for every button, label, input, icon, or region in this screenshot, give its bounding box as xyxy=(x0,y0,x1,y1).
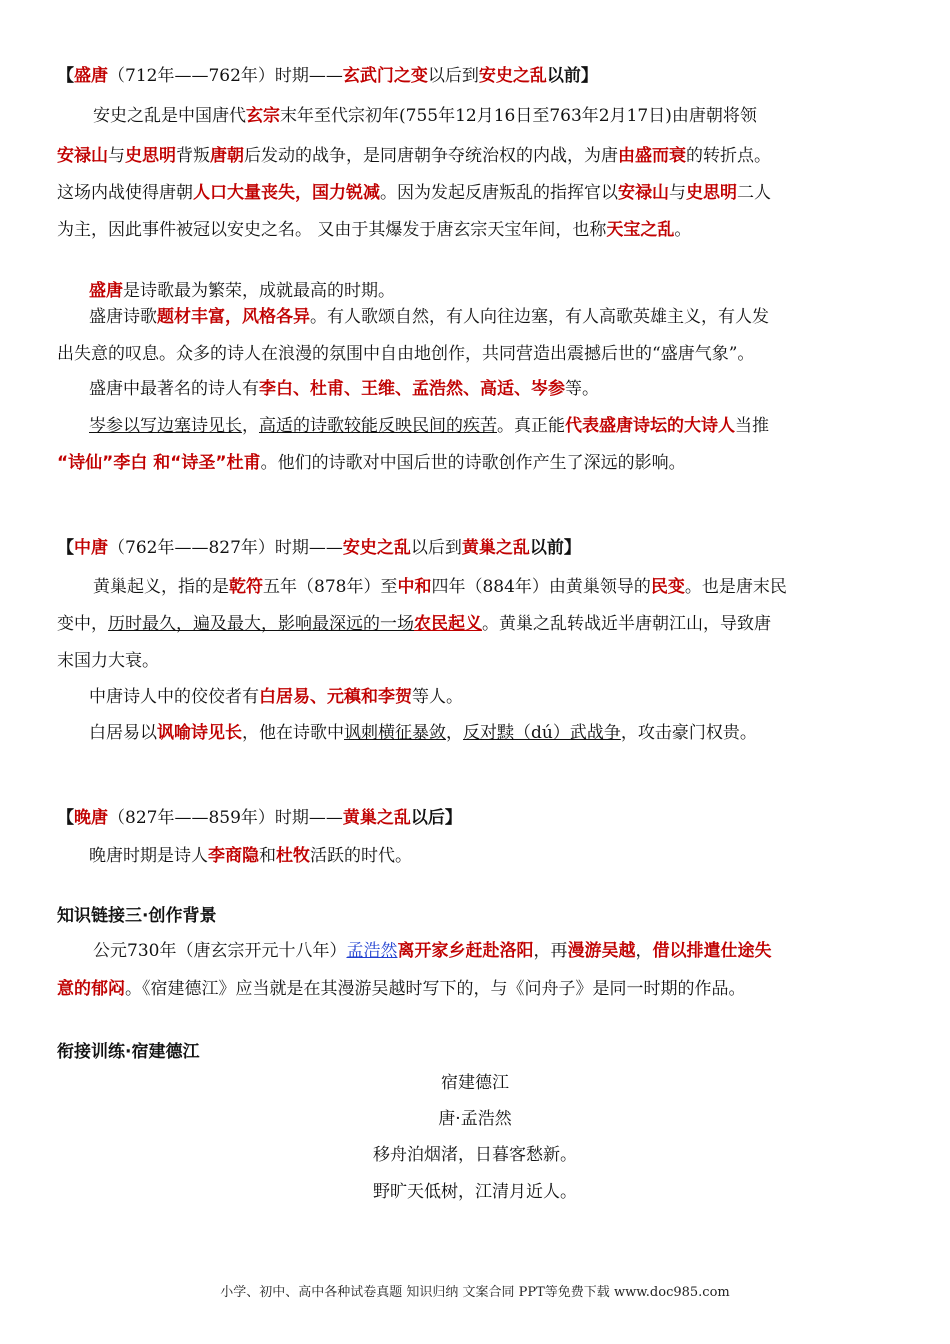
paragraph-line: 岑参以写边塞诗见长，高适的诗歌较能反映民间的疾苦。真正能代表盛唐诗坛的大诗人当推 xyxy=(89,416,769,436)
paragraph-line: 这场内战使得唐朝人口大量丧失，国力锐减。因为发起反唐叛乱的指挥官以安禄山与史思明二人 xyxy=(57,183,771,203)
section-heading-practice: 衔接训练·宿建德江 xyxy=(57,1042,200,1062)
poem-line: 野旷天低树，江清月近人。 xyxy=(373,1182,577,1202)
paragraph-line: 安史之乱是中国唐代玄宗末年至代宗初年(755年12月16日至763年2月17日)由唐朝将领 xyxy=(93,106,757,126)
paragraph-line: 末国力大衰。 xyxy=(57,651,159,671)
poem-author: 唐·孟浩然 xyxy=(438,1109,512,1129)
page-footer: 小学、初中、高中各种试卷真题 知识归纳 文案合同 PPT等免费下载 www.doc985.com xyxy=(220,1285,730,1300)
paragraph-line: 变中，历时最久，遍及最大，影响最深远的一场农民起义。黄巢之乱转战近半唐朝江山，导致唐 xyxy=(57,614,771,634)
paragraph-line: 意的郁闷。《宿建德江》应当就是在其漫游吴越时写下的，与《问舟子》是同一时期的作品。 xyxy=(57,979,746,999)
paragraph-line: 盛唐诗歌题材丰富，风格各异。有人歌颂自然，有人向往边塞，有人高歌英雄主义，有人发 xyxy=(89,307,769,327)
paragraph-line: 出失意的叹息。众多的诗人在浪漫的氛围中自由地创作，共同营造出震撼后世的“盛唐气象”。 xyxy=(57,344,755,364)
paragraph-line: 黄巢起义，指的是乾符五年（878年）至中和四年（884年）由黄巢领导的民变。也是唐末民 xyxy=(93,577,787,597)
paragraph-line: 安禄山与史思明背叛唐朝后发动的战争，是同唐朝争夺统治权的内战，为唐由盛而衰的转折点。 xyxy=(57,146,771,166)
section-heading-background: 知识链接三·创作背景 xyxy=(57,906,217,926)
paragraph-line: 盛唐中最著名的诗人有李白、杜甫、王维、孟浩然、高适、岑参等。 xyxy=(89,379,599,399)
poem-line: 移舟泊烟渚，日暮客愁新。 xyxy=(373,1145,577,1165)
paragraph-line: 为主，因此事件被冠以安史之名。 又由于其爆发于唐玄宗天宝年间，也称天宝之乱。 xyxy=(57,220,692,240)
section-heading-zhong-tang: 【中唐（762年——827年）时期——安史之乱以后到黄巢之乱以前】 xyxy=(57,538,581,558)
paragraph-line: 公元730年（唐玄宗开元十八年）孟浩然离开家乡赶赴洛阳，再漫游吴越，借以排遣仕途失 xyxy=(93,941,772,961)
paragraph-line: 中唐诗人中的佼佼者有白居易、元稹和李贺等人。 xyxy=(89,687,463,707)
paragraph-line: 白居易以讽喻诗见长，他在诗歌中讽刺横征暴敛，反对黩（dú）武战争，攻击豪门权贵。 xyxy=(89,723,757,743)
paragraph-line: 晚唐时期是诗人李商隐和杜牧活跃的时代。 xyxy=(89,846,412,866)
section-heading-wan-tang: 【晚唐（827年——859年）时期——黄巢之乱以后】 xyxy=(57,808,462,828)
mengHaoran-link[interactable]: 孟浩然 xyxy=(346,941,398,961)
poem-title: 宿建德江 xyxy=(441,1073,509,1093)
paragraph-line: 盛唐是诗歌最为繁荣，成就最高的时期。 xyxy=(89,281,395,301)
section-heading-sheng-tang: 【盛唐（712年——762年）时期——玄武门之变以后到安史之乱以前】 xyxy=(57,66,598,86)
paragraph-line: “诗仙”李白 和“诗圣”杜甫。他们的诗歌对中国后世的诗歌创作产生了深远的影响。 xyxy=(57,453,686,473)
